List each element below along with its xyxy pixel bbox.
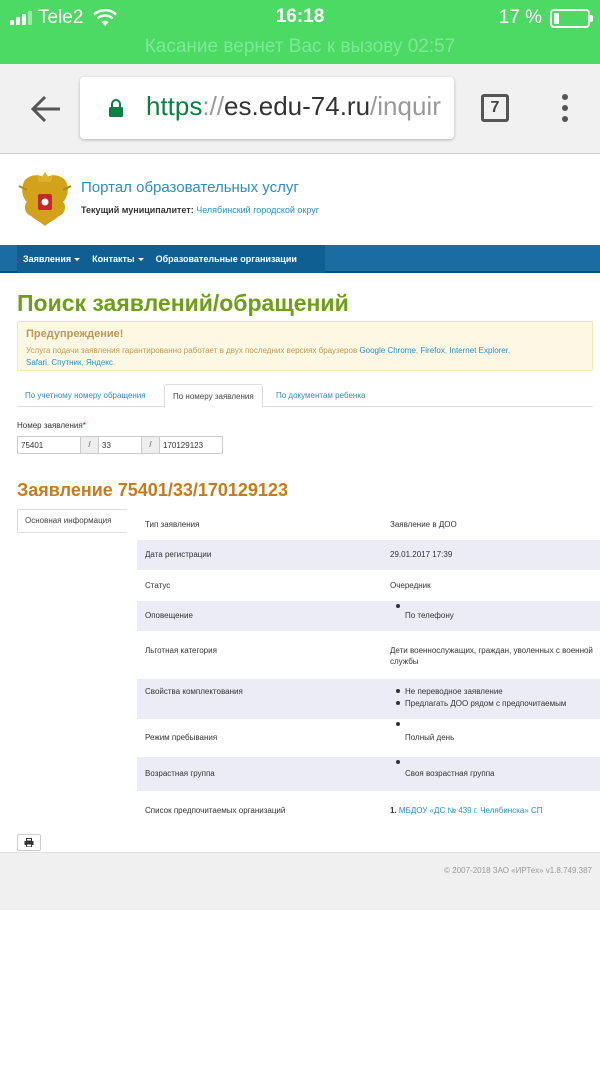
detail-value — [390, 686, 600, 719]
browser-toolbar — [0, 64, 600, 154]
nav-item-contacts[interactable] — [86, 254, 149, 264]
call-banner[interactable]: Касание вернет Вас к вызову 02:57 — [144, 36, 456, 57]
detail-label: Список предпочитаемых организаций — [145, 806, 286, 815]
org-number: 1. — [390, 806, 397, 815]
caret-down-icon — [138, 258, 144, 261]
url-host: es.edu-74.ru — [224, 91, 371, 121]
separator: / — [81, 436, 98, 454]
coat-of-arms-icon — [17, 170, 73, 230]
search-tabs — [17, 384, 593, 407]
page-title: Поиск заявлений/обращений — [17, 290, 349, 316]
nav-item-label: Образовательные организации — [155, 254, 297, 264]
application-details — [137, 509, 600, 831]
url-separator: :// — [202, 91, 225, 121]
caret-down-icon — [74, 258, 80, 261]
site-header — [17, 167, 600, 229]
list-item: Своя возрастная группа — [390, 757, 598, 791]
carrier-name: Tele2 — [38, 7, 84, 28]
tab-by-application-number[interactable]: По номеру заявления — [164, 384, 263, 408]
browser-link-firefox[interactable]: Firefox — [420, 346, 445, 355]
tab-by-account-number[interactable]: По учетному номеру обращения — [25, 391, 146, 400]
web-page — [0, 155, 600, 1066]
tab-by-child-documents[interactable]: По документам ребенка — [276, 391, 366, 400]
detail-label: Режим пребывания — [145, 733, 218, 742]
detail-row — [137, 757, 600, 791]
application-number-label — [17, 421, 86, 430]
warning-text: Услуга подачи заявления гарантированно работает в двух последних версиях браузеров Google Chrome, Firefox, Internet Explorer, Safari, Спутник, Яндекс. — [26, 346, 511, 367]
org-link[interactable]: МБДОУ «ДС № 439 г. Челябинска» СП — [398, 806, 543, 815]
lock-icon — [108, 99, 124, 117]
detail-value — [390, 791, 600, 831]
detail-value: 29.01.2017 17:39 — [390, 550, 453, 559]
detail-value: Очередник — [390, 581, 431, 590]
municipality-link[interactable]: Челябинский городской округ — [196, 205, 320, 215]
warning-message: Услуга подачи заявления гарантированно работает в двух последних версиях браузеров — [26, 346, 358, 355]
battery-fill — [554, 13, 559, 24]
detail-row — [137, 679, 600, 719]
nav-item-organizations[interactable] — [150, 254, 303, 264]
application-title: Заявление 75401/33/170129123 — [17, 480, 288, 500]
nav-menu — [17, 245, 325, 273]
overflow-menu-icon[interactable] — [561, 94, 569, 122]
tab-main-info[interactable]: Основная информация — [17, 509, 127, 533]
url-text — [146, 91, 441, 122]
field-label-text: Номер заявления — [17, 421, 83, 430]
detail-value: Дети военнослужащих, граждан, уволенных с военной службы — [390, 646, 593, 666]
list-item: Не переводное заявление — [390, 686, 598, 698]
print-button[interactable] — [17, 834, 41, 851]
battery-area — [499, 7, 590, 29]
municipality-label: Текущий муниципалитет: — [81, 205, 194, 215]
detail-value — [390, 719, 600, 757]
detail-row — [137, 570, 600, 601]
printer-icon — [24, 838, 34, 847]
input-part-2[interactable] — [98, 436, 142, 454]
portal-title[interactable]: Портал образовательных услуг — [81, 179, 299, 196]
detail-label: Свойства комплектования — [145, 687, 243, 696]
detail-label: Льготная категория — [145, 646, 217, 655]
detail-row — [137, 719, 600, 757]
detail-row — [137, 631, 600, 679]
nav-item-applications[interactable] — [17, 254, 86, 264]
detail-row — [137, 791, 600, 831]
separator: / — [142, 436, 159, 454]
detail-value: Заявление в ДОО — [390, 520, 457, 529]
detail-row — [137, 540, 600, 570]
url-scheme: https — [146, 91, 203, 121]
list-item: По телефону — [390, 601, 598, 631]
copyright: © 2007-2018 ЗАО «ИРТех» v1.8.749.387 — [444, 866, 592, 875]
nav-item-label: Контакты — [92, 254, 135, 264]
detail-value — [390, 601, 600, 631]
detail-value — [390, 757, 600, 791]
browser-link-sputnik[interactable]: Спутник — [51, 358, 82, 367]
tab-switcher-icon[interactable]: 7 — [481, 94, 509, 122]
detail-label: Тип заявления — [145, 520, 200, 529]
detail-row — [137, 601, 600, 631]
back-arrow-icon[interactable] — [30, 94, 62, 124]
status-bar[interactable] — [0, 0, 600, 64]
municipality — [81, 205, 319, 215]
detail-label: Статус — [145, 581, 171, 590]
site-footer — [0, 852, 600, 910]
input-part-3[interactable] — [159, 436, 223, 454]
browser-link-yandex[interactable]: Яндекс — [85, 358, 113, 367]
browser-link-chrome[interactable]: Google Chrome — [359, 346, 416, 355]
list-item: Предлагать ДОО рядом с предпочитаемым — [390, 698, 598, 710]
required-mark: * — [82, 421, 86, 430]
nav-item-label: Заявления — [23, 254, 72, 264]
detail-label: Дата регистрации — [145, 550, 212, 559]
clock: 16:18 — [275, 6, 325, 27]
battery-percent: 17 % — [498, 7, 542, 28]
input-part-1[interactable] — [17, 436, 81, 454]
battery-icon — [550, 9, 590, 28]
address-bar[interactable] — [80, 77, 454, 139]
detail-row — [137, 509, 600, 540]
browser-link-safari[interactable]: Safari — [26, 358, 47, 367]
detail-label: Возрастная группа — [145, 769, 215, 778]
warning-title: Предупреждение! — [26, 328, 124, 340]
url-path: /inquir — [370, 91, 441, 121]
detail-label: Оповещение — [145, 611, 193, 620]
browser-link-ie[interactable]: Internet Explorer — [449, 346, 508, 355]
main-nav — [0, 245, 600, 273]
browser-warning — [17, 321, 593, 371]
list-item: Полный день — [390, 719, 598, 757]
application-number-inputs — [17, 436, 223, 454]
